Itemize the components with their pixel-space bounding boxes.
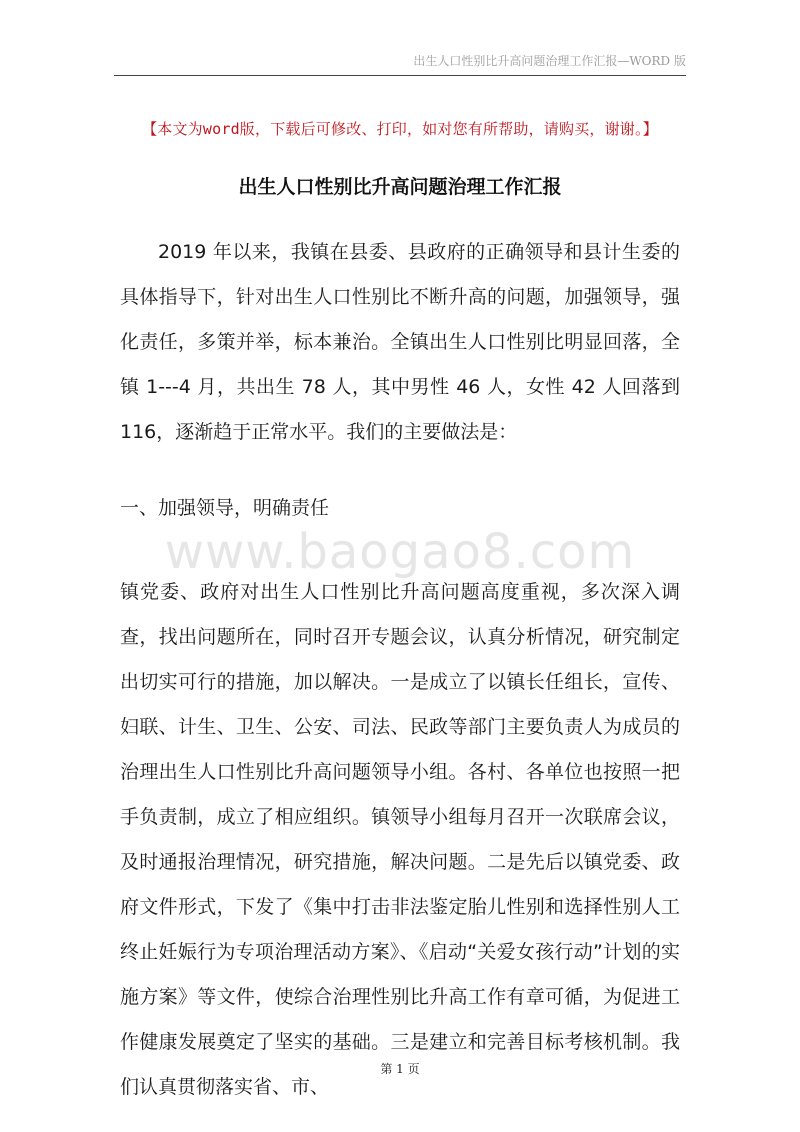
header-divider bbox=[114, 75, 686, 76]
body-paragraph: 镇党委、政府对出生人口性别比升高问题高度重视，多次深入调查，找出问题所在，同时召开专题会议，认真分析情况，研究制定出切实可行的措施，加以解决。一是成立了以镇长任组长，宣传、妇联、计生、卫生、公安、司法、民政等部门主要负责人为成员的治理出生人口性别比升高问题领导小组。各村、各单位也按照一把手负责制，成立了相应组织。镇领导小组每月召开一次联席会议，及时通报治理情况，研究措施，解决问题。二是先后以镇党委、政府文件形式，下发了《集中打击非法鉴定胎儿性别和选择性别人工终止妊娠行为专项治理活动方案》、《启动“关爱女孩行动”计划的实施方案》等文件，使综合治理性别比升高工作有章可循，为促进工作健康发展奠定了坚实的基础。三是建立和完善目标考核机制。我们认真贯彻落实省、市、 bbox=[120, 581, 680, 1098]
page-number: 第 1 页 bbox=[380, 1062, 420, 1076]
document-title: 出生人口性别比升高问题治理工作汇报 bbox=[238, 176, 562, 198]
intro-paragraph: 2019 年以来，我镇在县委、县政府的正确领导和县计生委的具体指导下，针对出生人口性别比不断升高的问题，加强领导，强化责任，多策并举，标本兼治。全镇出生人口性别比明显回落，全镇 1---4 月，共出生 78 人，其中男性 46 人，女性 42 人回落到 116，逐渐趋于正常水平。我们的主要做法是： bbox=[120, 241, 680, 443]
watermark: www.baogao8.com bbox=[164, 524, 636, 580]
section-heading: 一、加强领导，明确责任 bbox=[120, 497, 330, 519]
purchase-notice: 【本文为word版，下载后可修改、打印，如对您有所帮助，请购买，谢谢。】 bbox=[142, 120, 658, 138]
running-header: 出生人口性别比升高问题治理工作汇报—WORD 版 bbox=[413, 54, 686, 68]
